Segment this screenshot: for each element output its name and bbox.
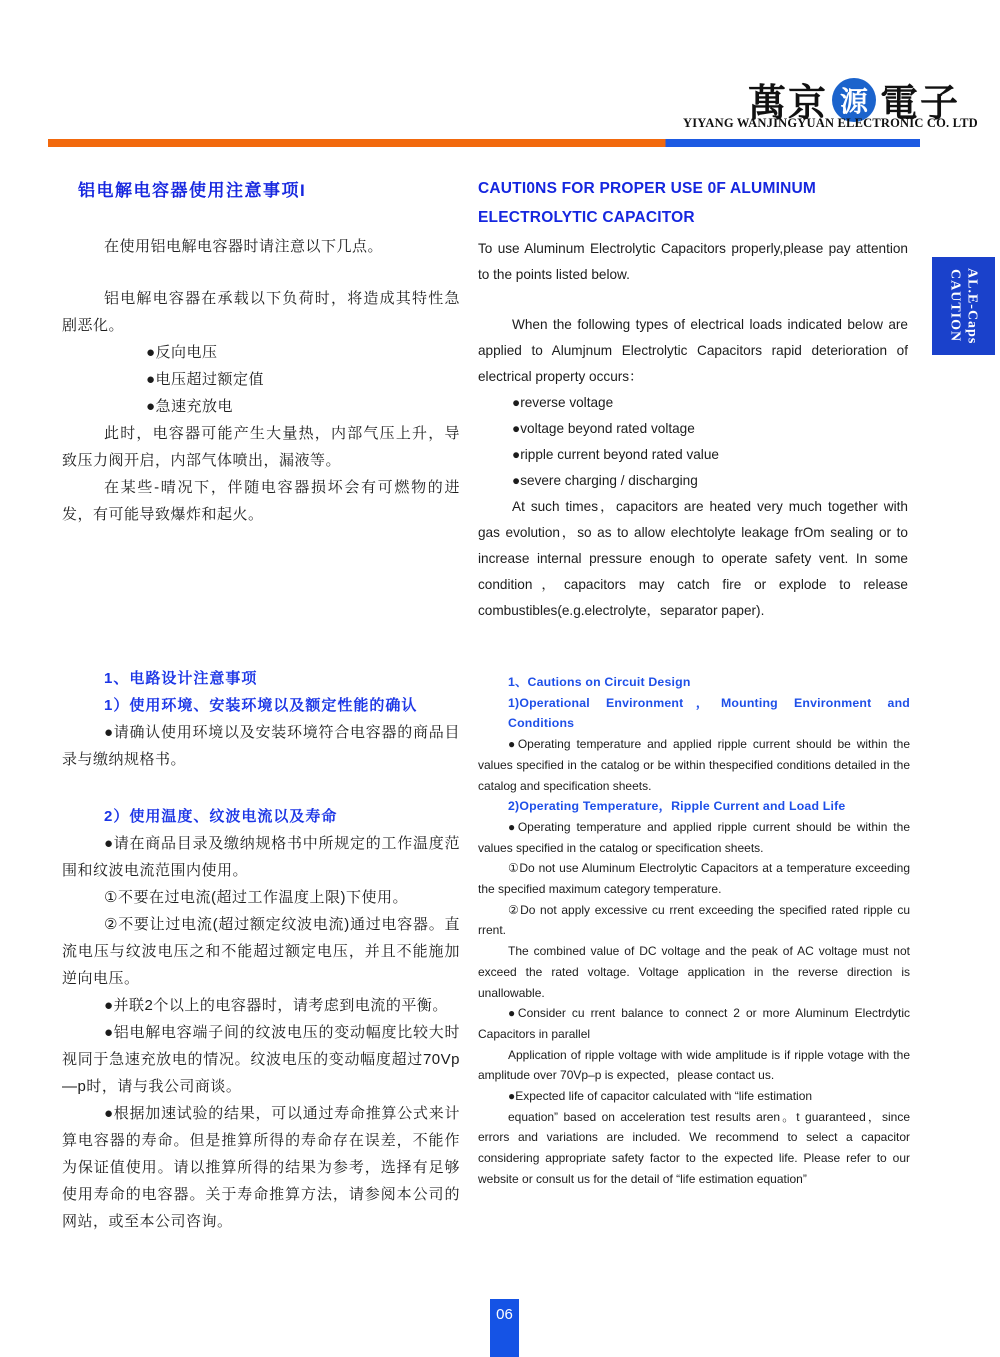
zh-sub2-para-1: ●请在商品目录及缴纳规格书中所规定的工作温度范围和纹波电流范围内使用。 xyxy=(62,835,460,879)
section-tab-line2: AL.E-Caps xyxy=(964,267,980,345)
zh-bullet-reverse-voltage: ●反向电压 xyxy=(146,344,218,361)
en-sub2-para-1: ●Operating temperature and applied ripple current should be within the values specified in the catalog or specification sheets. xyxy=(478,819,910,855)
header-divider xyxy=(48,139,920,147)
en-sub2-para-3: ②Do not apply excessive cu rrent exceeding the specified rated ripple cu rrent. xyxy=(478,902,910,938)
zh-sub1-para: ●请确认使用环境以及安装环境符合电容器的商品目录与缴纳规格书。 xyxy=(62,724,460,768)
en-sub2-heading: 2)Operating Temperature，Ripple Current and Load Life xyxy=(508,799,846,814)
page-number-box xyxy=(490,1299,519,1357)
zh-bullet-over-voltage: ●电压超过额定值 xyxy=(146,371,265,388)
zh-sub2-para-6: ●根据加速试验的结果，可以通过寿命推算公式来计算电容器的寿命。但是推算所得的寿命存在误差，不能作为保证值使用。请以推算所得的结果为参考，选择有足够使用寿命的电容器。关于寿命推算方法，请参阅本公司的网站，或至本公司咨询。 xyxy=(62,1105,460,1230)
page-title-zh: 铝电解电容器使用注意事项I xyxy=(78,181,307,200)
en-intro-para-3: At such times，capacitors are heated very much together with gas evolution，so as to allow elechtolyte leakage frOm sealing or to increase internal pressure enough to operate safety vent. In some condition，capacitors may catch fire or explode to release combustibles(e.g.electrolyte，separator paper). xyxy=(478,499,908,618)
en-sub2-para-5: ●Consider cu rrent balance to connect 2 or more Aluminum Electrdytic Capacitors in parallel xyxy=(478,1006,910,1041)
en-bullet-reverse-voltage: ●reverse voltage xyxy=(512,395,614,410)
en-intro-para-2: When the following types of electrical loads indicated below are applied to Alumjnum Electrolytic Capacitors rapid deterioration of electrical property occurs： xyxy=(478,317,908,384)
en-bullet-severe-charging: ●severe charging / discharging xyxy=(512,473,698,488)
en-bullet-over-voltage: ●voltage beyond rated voltage xyxy=(512,421,695,436)
en-section1-heading: 1、Cautions on Circuit Design xyxy=(508,675,691,689)
zh-intro-para-3: 此时，电容器可能产生大量热，内部气压上升，导致压力阀开启，内部气体喷出，漏液等。 xyxy=(62,425,460,469)
zh-intro-para-4: 在某些-晴况下，伴随电容器损坏会有可燃物的进发，有可能导致爆炸和起火。 xyxy=(62,479,460,523)
page-number: 06 xyxy=(496,1306,513,1323)
en-intro-para-1: To use Aluminum Electrolytic Capacitors properly,please pay attention to the points listed below. xyxy=(478,241,908,282)
en-sub2-para-8: equation” based on acceleration test results aren。t guaranteed，since errors and variations are included. We recommend to select a capacitor considering appropriate safety factor to the expected life. Please refer to our website or consult us for the detail of “life estimation equation” xyxy=(478,1109,910,1186)
en-sub2-para-7: ●Expected life of capacitor calculated with “life estimation xyxy=(508,1089,813,1104)
zh-sub1-heading: 1）使用环境、安装环境以及额定性能的确认 xyxy=(104,697,418,714)
zh-bullet-rapid-charge: ●急速充放电 xyxy=(146,398,234,415)
zh-section1-heading: 1、电路设计注意事项 xyxy=(104,670,258,687)
zh-circuit-design-section xyxy=(62,665,460,1235)
section-tab-label xyxy=(947,268,981,344)
zh-intro-block xyxy=(62,233,460,528)
logo-cn-left: 萬京 xyxy=(748,81,829,125)
en-sub2-para-4: The combined value of DC voltage and the peak of AC voltage must not exceed the rated voltage. Voltage application in the reverse direction is unallowable. xyxy=(478,944,910,1000)
zh-sub2-para-4: ●并联2个以上的电容器时，请考虑到电流的平衡。 xyxy=(104,997,448,1014)
zh-intro-para-2: 铝电解电容器在承载以下负荷时，将造成其特性急剧恶化。 xyxy=(62,290,460,334)
logo-cn-right: 電子 xyxy=(880,81,961,125)
en-sub2-para-2: ①Do not use Aluminum Electrolytic Capacitors at a temperature exceeding the specified maximum category temperature. xyxy=(478,861,910,897)
section-tab-line1: CAUTION xyxy=(947,269,963,343)
en-circuit-design-section xyxy=(478,672,910,1190)
section-tab-caution xyxy=(932,257,995,355)
page-title-en: CAUTI0NS FOR PROPER USE 0F ALUMINUM ELECTROLYTIC CAPACITOR xyxy=(478,180,816,226)
logo-source-circle-icon: 源 xyxy=(832,78,876,122)
en-intro-block xyxy=(478,236,908,624)
en-bullet-ripple-current: ●ripple current beyond rated value xyxy=(512,447,719,462)
en-sub1-para: ●Operating temperature and applied ripple current should be within the values specified in the catalog or be within thespecified conditions detailed in the catalog and specification sheets. xyxy=(478,737,910,793)
zh-intro-para-1: 在使用铝电解电容器时请注意以下几点。 xyxy=(104,238,384,255)
en-sub2-para-6: Application of ripple voltage with wide amplitude is if ripple votage with the amplitude over 70Vp–p is expected，please contact us. xyxy=(478,1047,910,1083)
zh-sub2-heading: 2）使用温度、纹波电流以及寿命 xyxy=(104,808,338,825)
zh-sub2-para-2: ①不要在过电流(超过工作温度上限)下使用。 xyxy=(104,889,408,906)
en-sub1-heading: 1)Operational Environment，Mounting Environment and Conditions xyxy=(508,695,910,731)
zh-sub2-para-5: ●铝电解电容端子间的纹波电压的变动幅度比较大时视同于急速充放电的情况。纹波电压的变动幅度超过70Vp—p时，请与我公司商谈。 xyxy=(62,1024,460,1095)
zh-sub2-para-3: ②不要让过电流(超过额定纹波电流)通过电容器。直流电压与纹波电压之和不能超过额定电压，并且不能施加逆向电压。 xyxy=(62,916,460,987)
company-name: YIYANG WANJINGYUAN ELECTRONIC CO. LTD xyxy=(683,116,978,130)
